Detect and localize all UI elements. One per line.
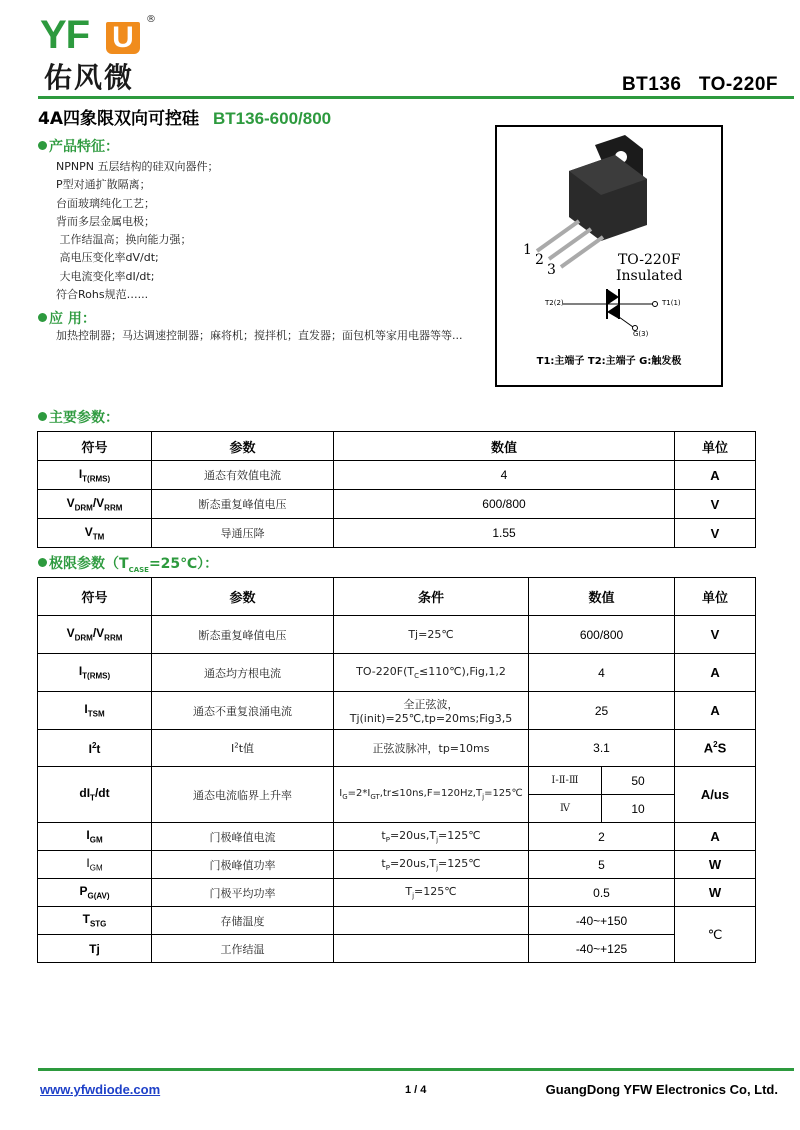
value-cell: 3.1: [529, 730, 675, 767]
symbol-cell: $V_{DRM}/V_{RRM}$: [38, 490, 152, 519]
company-name: GuangDong YFW Electronics Co, Ltd.: [545, 1082, 778, 1097]
value-cell: 25: [529, 692, 675, 730]
column-header: 符号: [38, 578, 152, 616]
symbol-cell: $I_{T(RMS)}$: [38, 461, 152, 490]
page-number: 1 / 4: [405, 1084, 427, 1096]
title-cn: 4A四象限双向可控硅: [38, 109, 199, 129]
table-row: [38, 692, 756, 730]
feature-item: 背而多层金属电极；: [56, 214, 155, 228]
unit-cell: V: [675, 616, 756, 654]
feature-item: 符合Rohs规范…...: [56, 288, 149, 302]
symbol-cell: $I_{TSM}$: [38, 692, 152, 730]
feature-item: 高电压变化率dV/dt;: [56, 251, 159, 265]
value-cell: 1.55: [334, 519, 675, 548]
feature-item: NPNPN 五层结构的硅双向器件；: [56, 160, 219, 173]
header-divider: [38, 96, 794, 99]
symbol-cell: $I^2t$: [38, 730, 152, 767]
column-header: 参数: [152, 432, 334, 461]
value-cell: -40~+150: [529, 907, 675, 935]
parameter-cell: 门极峰值电流: [152, 823, 334, 851]
table-header-row: [38, 578, 756, 616]
applications-text: 加热控制器；马达调速控制器；麻将机；搅拌机；直发器；面包机等家用电器等等...: [56, 329, 463, 342]
feature-item: 台面玻璃纯化工艺；: [56, 196, 155, 210]
parameter-cell: 断态重复峰值电压: [152, 616, 334, 654]
column-header: 单位: [675, 432, 756, 461]
table-row: [38, 519, 756, 548]
features-heading: 产品特征：: [38, 136, 119, 156]
limit-params-table: [37, 577, 756, 963]
parameter-cell: 通态不重复浪涌电流: [152, 692, 334, 730]
table-row: [38, 935, 756, 963]
parameter-cell: 通态有效值电流: [152, 461, 334, 490]
feature-item: 大电流变化率dI/dt;: [56, 269, 155, 283]
bullet-icon: [38, 313, 47, 322]
footer-divider: [38, 1068, 794, 1071]
table-row: [38, 461, 756, 490]
table-row: [38, 879, 756, 907]
unit-cell: A: [675, 654, 756, 692]
bullet-icon: [38, 558, 47, 567]
document-title: [38, 104, 331, 129]
unit-cell: A: [675, 461, 756, 490]
symbol-cell: $I_{T(RMS)}$: [38, 654, 152, 692]
t1-terminal-label: T1(1): [662, 299, 681, 307]
value-cell: 0.5: [529, 879, 675, 907]
unit-cell: V: [675, 519, 756, 548]
terminal-caption: T1:主端子 T2:主端子 G:触发极: [536, 356, 682, 367]
applications-heading: 应 用：: [38, 308, 96, 328]
unit-cell: ℃: [675, 907, 756, 963]
registered-mark: ®: [146, 14, 156, 25]
table-row: [38, 767, 756, 795]
value-cell: 4: [334, 461, 675, 490]
symbol-cell: $I_{GM}$: [38, 823, 152, 851]
condition-cell: $T_j=125℃$: [334, 879, 529, 907]
parameter-cell: 门极平均功率: [152, 879, 334, 907]
main-params-table: [37, 431, 756, 548]
unit-cell: A: [675, 692, 756, 730]
logo-chinese-name: 佑风微: [44, 61, 135, 94]
header-model: BT136 TO-220F: [621, 74, 778, 95]
symbol-cell: $V_{TM}$: [38, 519, 152, 548]
unit-cell: V: [675, 490, 756, 519]
bullet-icon: [38, 141, 47, 150]
value-cell: 50: [602, 767, 675, 795]
parameter-cell: $I^2t$值: [152, 730, 334, 767]
value-cell: 4: [529, 654, 675, 692]
website-link[interactable]: www.yfwdiode.com: [40, 1082, 161, 1097]
pin-3-label: 3: [547, 262, 556, 278]
value-cell: 600/800: [334, 490, 675, 519]
pin-1-label: 1: [523, 242, 532, 258]
package-name: TO-220F Insulated: [616, 252, 683, 284]
quadrant-cell: Ⅰ-Ⅱ-Ⅲ: [529, 767, 602, 795]
table-row: [38, 616, 756, 654]
condition-cell: $t_P=20us,T_j=125℃$: [334, 851, 529, 879]
bullet-icon: [38, 412, 47, 421]
value-cell: 600/800: [529, 616, 675, 654]
condition-cell: Tj=25℃: [334, 616, 529, 654]
unit-cell: A/us: [675, 767, 756, 823]
condition-cell: $TO-220F(T_C\le 110℃),Fig,1,2$: [334, 654, 529, 692]
quadrant-cell: Ⅳ: [529, 795, 602, 823]
column-header: 符号: [38, 432, 152, 461]
limit-params-heading: 极限参数$(T_{CASE}=25℃)$：: [38, 553, 218, 574]
condition-cell: [334, 907, 529, 935]
column-header: 条件: [334, 578, 529, 616]
company-logo: [40, 14, 160, 92]
parameter-cell: 导通压降: [152, 519, 334, 548]
column-header: 数值: [334, 432, 675, 461]
condition-cell: $t_P=20us,T_j=125℃$: [334, 823, 529, 851]
symbol-cell: $P_{G(AV)}$: [38, 879, 152, 907]
logo-u-block: U: [106, 22, 140, 54]
title-part-number: BT136-600/800: [213, 109, 332, 128]
logo-latin-text: YF: [40, 13, 90, 57]
main-params-heading: 主要参数：: [38, 407, 119, 427]
symbol-cell: $dI_T/dt$: [38, 767, 152, 823]
t2-terminal-label: T2(2): [545, 299, 564, 307]
table-row: [38, 654, 756, 692]
value-cell: 5: [529, 851, 675, 879]
features-list: [56, 158, 218, 304]
unit-cell: A: [675, 823, 756, 851]
value-cell: -40~+125: [529, 935, 675, 963]
pin-2-label: 2: [535, 252, 544, 268]
condition-cell: 全正弦波， Tj(init)=25℃,tp=20ms;Fig3,5: [334, 692, 529, 730]
column-header: 参数: [152, 578, 334, 616]
column-header: 单位: [675, 578, 756, 616]
feature-item: 工作结温高；换向能力强；: [56, 233, 192, 247]
unit-cell: $A^2S$: [675, 730, 756, 767]
column-header: 数值: [529, 578, 675, 616]
unit-cell: W: [675, 851, 756, 879]
table-row: [38, 851, 756, 879]
table-header-row: [38, 432, 756, 461]
table-row: [38, 823, 756, 851]
feature-item: P型对通扩散隔离；: [56, 178, 151, 192]
symbol-cell: $V_{DRM}/V_{RRM}$: [38, 616, 152, 654]
condition-cell: [334, 935, 529, 963]
value-cell: 10: [602, 795, 675, 823]
parameter-cell: 工作结温: [152, 935, 334, 963]
condition-cell: $I_G=2*I_{GT},tr\le 10ns,F=120Hz,T_j=125℃$: [334, 767, 529, 823]
table-row: [38, 490, 756, 519]
parameter-cell: 断态重复峰值电压: [152, 490, 334, 519]
table-row: [38, 907, 756, 935]
symbol-cell: $T_{STG}$: [38, 907, 152, 935]
symbol-cell: $I_{GM}$: [38, 851, 152, 879]
table-row: [38, 730, 756, 767]
unit-cell: W: [675, 879, 756, 907]
symbol-cell: Tj: [38, 935, 152, 963]
parameter-cell: 门极峰值功率: [152, 851, 334, 879]
value-cell: 2: [529, 823, 675, 851]
condition-cell: 正弦波脉冲，tp=10ms: [334, 730, 529, 767]
gate-terminal-label: G(3): [633, 330, 649, 338]
parameter-cell: 通态均方根电流: [152, 654, 334, 692]
parameter-cell: 通态电流临界上升率: [152, 767, 334, 823]
parameter-cell: 存储温度: [152, 907, 334, 935]
